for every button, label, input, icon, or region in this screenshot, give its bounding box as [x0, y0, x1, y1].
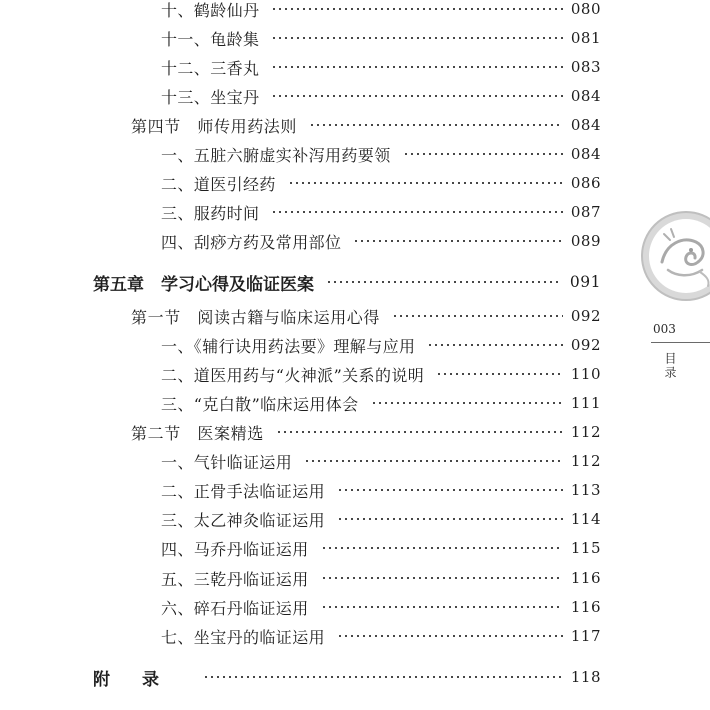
toc-leader-dots: [271, 37, 562, 39]
toc-entry-title: 六、碎石丹临证运用: [161, 598, 309, 618]
toc-entry-title: 七、坐宝丹的临证运用: [161, 627, 326, 647]
toc-entry-page: 080: [570, 0, 601, 18]
toc-leader-dots: [326, 281, 562, 283]
toc-leader-dots: [371, 402, 563, 404]
toc-leader-dots: [337, 518, 563, 520]
toc-entry-page: 113: [570, 481, 601, 499]
toc-section-title: 第二节 医案精选: [131, 423, 264, 443]
toc-leader-dots: [309, 124, 563, 126]
toc-entry: [161, 84, 601, 108]
toc-entry-page: 084: [570, 87, 601, 105]
toc-entry: [161, 26, 601, 50]
toc-section-page: 092: [570, 307, 601, 325]
toc-entry: [161, 536, 601, 560]
toc-entry-page: 116: [570, 569, 601, 587]
toc-appendix-title: 附录: [93, 669, 191, 690]
toc-entry-title: 二、道医用药与“火神派”关系的说明: [161, 365, 425, 385]
toc-entry-page: 083: [570, 58, 601, 76]
toc-leader-dots: [271, 211, 562, 213]
toc-entry-title: 三、太乙神灸临证运用: [161, 510, 326, 530]
toc-entry: [161, 391, 601, 415]
toc-entry: [161, 595, 601, 619]
toc-entry-page: 089: [570, 232, 601, 250]
toc-section-title: 第一节 阅读古籍与临床运用心得: [131, 307, 381, 327]
toc-chapter: [93, 270, 601, 294]
toc-leader-dots: [304, 460, 563, 462]
toc-chapter-title: 第五章 学习心得及临证医案: [93, 274, 314, 295]
toc-entry-page: 086: [570, 174, 601, 192]
toc-leader-dots: [353, 240, 562, 242]
toc-entry-title: 十二、三香丸: [161, 58, 260, 78]
toc-entry: [161, 507, 601, 531]
toc-leader-dots: [321, 606, 563, 608]
toc-leader-dots: [337, 489, 563, 491]
toc-entry-title: 十、鹤龄仙丹: [161, 0, 260, 20]
toc-section-title: 第四节 师传用药法则: [131, 116, 298, 136]
toc-leader-dots: [203, 676, 563, 678]
toc-entry: [161, 624, 601, 648]
toc-entry-page: 087: [570, 203, 601, 221]
seal-emblem-icon: [640, 210, 710, 302]
toc-leader-dots: [271, 8, 562, 10]
toc-leader-dots: [436, 373, 563, 375]
toc-section: [131, 113, 601, 137]
toc-entry-page: 111: [570, 394, 601, 412]
toc-appendix-page: 118: [570, 668, 601, 686]
toc-leader-dots: [271, 95, 562, 97]
toc-entry-title: 一、《辅行诀用药法要》理解与应用: [161, 336, 416, 356]
toc-entry-title: 四、刮痧方药及常用部位: [161, 232, 342, 252]
toc-entry: [161, 449, 601, 473]
toc-entry: [161, 333, 601, 357]
toc-appendix: [93, 665, 601, 689]
toc-entry-page: 084: [570, 145, 601, 163]
toc-entry-title: 二、正骨手法临证运用: [161, 481, 326, 501]
toc-entry-title: 三、服药时间: [161, 203, 260, 223]
toc-entry-title: 二、道医引经药: [161, 174, 276, 194]
toc-entry-title: 一、五脏六腑虚实补泻用药要领: [161, 145, 391, 165]
toc-leader-dots: [288, 182, 563, 184]
toc-leader-dots: [321, 577, 563, 579]
margin-rule-divider: [651, 342, 710, 343]
page-number: 003: [653, 322, 676, 336]
toc-entry-page: 114: [570, 510, 601, 528]
toc-section: [131, 304, 601, 328]
toc-entry-title: 四、马乔丹临证运用: [161, 539, 309, 559]
toc-section-page: 084: [570, 116, 601, 134]
toc-entry-page: 112: [570, 452, 601, 470]
toc-entry-page: 116: [570, 598, 601, 616]
toc-chapter-page: 091: [569, 273, 601, 291]
toc-entry-page: 110: [570, 365, 601, 383]
toc-entry: [161, 55, 601, 79]
toc-entry: [161, 362, 601, 386]
toc-entry-page: 081: [570, 29, 601, 47]
toc-leader-dots: [392, 315, 563, 317]
toc-leader-dots: [427, 344, 562, 346]
toc-leader-dots: [271, 66, 562, 68]
running-title: 目录: [663, 352, 677, 380]
toc-entry-title: 十一、龟龄集: [161, 29, 260, 49]
toc-entry: [161, 566, 601, 590]
toc-entry-title: 一、气针临证运用: [161, 452, 293, 472]
toc-entry-page: 092: [570, 336, 601, 354]
toc-entry: [161, 229, 601, 253]
toc-leader-dots: [403, 153, 563, 155]
toc-entry-title: 五、三乾丹临证运用: [161, 569, 309, 589]
toc-entry: [161, 0, 601, 21]
toc-entry: [161, 171, 601, 195]
toc-entry-title: 十三、坐宝丹: [161, 87, 260, 107]
toc-section-page: 112: [570, 423, 601, 441]
toc-entry-title: 三、“克白散”临床运用体会: [161, 394, 359, 414]
toc-leader-dots: [321, 547, 563, 549]
toc-entry: [161, 142, 601, 166]
toc-leader-dots: [337, 635, 563, 637]
toc-section: [131, 420, 601, 444]
toc-entry-page: 115: [570, 539, 601, 557]
toc-entry: [161, 200, 601, 224]
toc-entry-page: 117: [570, 627, 601, 645]
toc-leader-dots: [276, 431, 563, 433]
toc-entry: [161, 478, 601, 502]
